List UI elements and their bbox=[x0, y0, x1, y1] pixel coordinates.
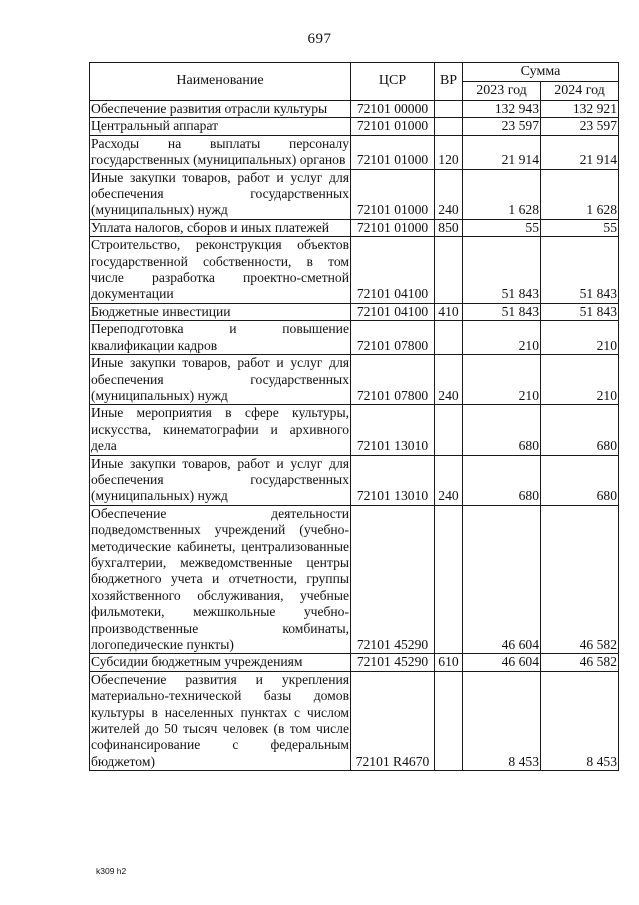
row-csr: 72101 07800 bbox=[351, 321, 435, 355]
row-sum-2024: 1 628 bbox=[541, 169, 619, 219]
row-vr bbox=[435, 671, 463, 770]
row-name: Расходы на выплаты персоналу государственных (муниципальных) органов bbox=[91, 135, 349, 168]
row-vr: 240 bbox=[435, 455, 463, 505]
row-sum-2023: 680 bbox=[463, 405, 541, 455]
row-csr: 72101 04100 bbox=[351, 303, 435, 320]
header-csr: ЦСР bbox=[351, 63, 435, 101]
row-csr: 72101 01000 bbox=[351, 169, 435, 219]
header-sum: Сумма bbox=[463, 63, 619, 82]
row-csr: 72101 04100 bbox=[351, 237, 435, 304]
header-year-2023: 2023 год bbox=[463, 82, 541, 101]
row-csr: 72101 R4670 bbox=[351, 671, 435, 770]
row-sum-2023: 46 604 bbox=[463, 505, 541, 654]
row-csr: 72101 45290 bbox=[351, 654, 435, 671]
table-row bbox=[90, 321, 619, 355]
row-csr: 72101 01000 bbox=[351, 135, 435, 169]
header-name: Наименование bbox=[90, 63, 351, 101]
row-sum-2024: 51 843 bbox=[541, 237, 619, 304]
row-vr: 410 bbox=[435, 303, 463, 320]
row-sum-2023: 210 bbox=[463, 355, 541, 405]
row-name: Иные закупки товаров, работ и услуг для обеспечения государственных (муниципальных) нужд bbox=[91, 169, 349, 218]
page-number: 697 bbox=[307, 31, 332, 47]
row-csr: 72101 13010 bbox=[351, 455, 435, 505]
row-csr: 72101 13010 bbox=[351, 405, 435, 455]
row-name: Иные мероприятия в сфере культуры, искусства, кинематографии и архивного дела bbox=[91, 405, 349, 454]
table-header bbox=[90, 63, 619, 101]
row-csr: 72101 00000 bbox=[351, 101, 435, 118]
header-vr: ВР bbox=[435, 63, 463, 101]
row-sum-2024: 23 597 bbox=[541, 118, 619, 135]
row-csr: 72101 07800 bbox=[351, 355, 435, 405]
row-csr: 72101 45290 bbox=[351, 505, 435, 654]
row-sum-2023: 8 453 bbox=[463, 671, 541, 770]
row-sum-2024: 210 bbox=[541, 355, 619, 405]
row-name: Субсидии бюджетным учреждениям bbox=[90, 654, 351, 671]
row-sum-2024: 55 bbox=[541, 219, 619, 236]
row-sum-2024: 46 582 bbox=[541, 654, 619, 671]
row-vr: 850 bbox=[435, 219, 463, 236]
table-row bbox=[90, 455, 619, 505]
row-sum-2023: 51 843 bbox=[463, 237, 541, 304]
row-sum-2024: 51 843 bbox=[541, 303, 619, 320]
row-name: Обеспечение развития и укрепления материально-технической базы домов культуры в населенных пунктах с числом жителей до 50 тысяч человек (в том числе софинансирование с федеральным бюджетом) bbox=[91, 671, 349, 769]
row-sum-2024: 210 bbox=[541, 321, 619, 355]
row-name: Иные закупки товаров, работ и услуг для обеспечения государственных (муниципальных) нужд bbox=[91, 355, 349, 403]
row-vr bbox=[435, 118, 463, 135]
row-sum-2023: 55 bbox=[463, 219, 541, 236]
document-code: k309 h2 bbox=[96, 866, 127, 876]
row-name: Переподготовка и повышение квалификации кадров bbox=[91, 321, 349, 353]
row-sum-2024: 132 921 bbox=[541, 101, 619, 118]
row-csr: 72101 01000 bbox=[351, 118, 435, 135]
table-row bbox=[90, 118, 619, 135]
row-sum-2023: 1 628 bbox=[463, 169, 541, 219]
table-row bbox=[90, 101, 619, 118]
row-name: Обеспечение деятельности подведомственных учреждений (учебно-методические кабинеты, централизованные бухгалтерии, межведомственные центры бюджетного учета и отчетности, группы хозяйственного обслуживания, учебные фильмотеки, межшкольные учебно-производственные комбинаты, логопедические пункты) bbox=[91, 505, 349, 652]
row-vr: 120 bbox=[435, 135, 463, 169]
table-row bbox=[90, 505, 619, 654]
row-vr: 240 bbox=[435, 355, 463, 405]
row-name: Центральный аппарат bbox=[90, 118, 351, 135]
row-sum-2024: 8 453 bbox=[541, 671, 619, 770]
row-sum-2023: 680 bbox=[463, 455, 541, 505]
row-sum-2023: 46 604 bbox=[463, 654, 541, 671]
row-sum-2023: 210 bbox=[463, 321, 541, 355]
table-row bbox=[90, 303, 619, 320]
table-row bbox=[90, 671, 619, 770]
header-year-2024: 2024 год bbox=[541, 82, 619, 101]
table-row bbox=[90, 355, 619, 405]
budget-table bbox=[89, 62, 619, 771]
row-vr bbox=[435, 321, 463, 355]
row-name: Бюджетные инвестиции bbox=[90, 303, 351, 320]
row-sum-2024: 680 bbox=[541, 405, 619, 455]
row-sum-2023: 51 843 bbox=[463, 303, 541, 320]
row-sum-2024: 680 bbox=[541, 455, 619, 505]
row-vr bbox=[435, 405, 463, 455]
table-row bbox=[90, 237, 619, 304]
row-sum-2024: 46 582 bbox=[541, 505, 619, 654]
row-name: Обеспечение развития отрасли культуры bbox=[90, 101, 351, 118]
table-row bbox=[90, 169, 619, 219]
table-row bbox=[90, 219, 619, 236]
row-name: Иные закупки товаров, работ и услуг для обеспечения государственных (муниципальных) нужд bbox=[91, 455, 349, 504]
row-name: Уплата налогов, сборов и иных платежей bbox=[90, 219, 351, 236]
row-vr: 240 bbox=[435, 169, 463, 219]
row-csr: 72101 01000 bbox=[351, 219, 435, 236]
row-sum-2023: 132 943 bbox=[463, 101, 541, 118]
row-vr bbox=[435, 101, 463, 118]
row-sum-2023: 23 597 bbox=[463, 118, 541, 135]
row-sum-2023: 21 914 bbox=[463, 135, 541, 169]
table-body bbox=[90, 101, 619, 771]
table-row bbox=[90, 135, 619, 169]
row-sum-2024: 21 914 bbox=[541, 135, 619, 169]
row-vr bbox=[435, 505, 463, 654]
row-vr: 610 bbox=[435, 654, 463, 671]
table-row bbox=[90, 405, 619, 455]
row-vr bbox=[435, 237, 463, 304]
table-row bbox=[90, 654, 619, 671]
row-name: Строительство, реконструкция объектов государственной собственности, в том числе разработка проектно-сметной документации bbox=[91, 237, 349, 302]
